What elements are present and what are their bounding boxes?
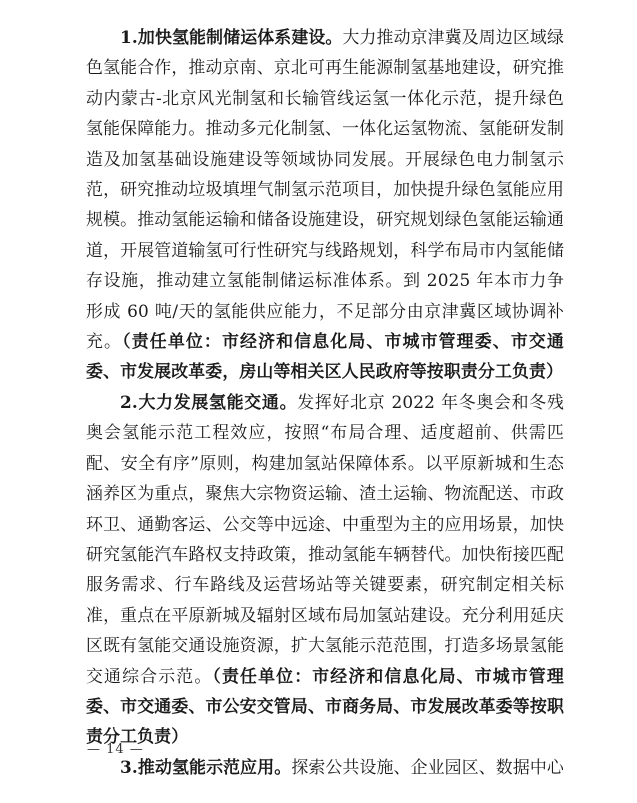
page-number: — 14 — (87, 742, 144, 757)
paragraph-hydrogen-demonstration (86, 752, 564, 782)
paragraph-text: 发挥好北京 2022 年冬奥会和冬残奥会氢能示范工程效应，按照“布局合理、适度超前、供需匹配、安全有序”原则，构建加氢站保障体系。以平原新城和生态涵养区为重点，聚焦大宗物资运输、渣土运输、物流配送、市政环卫、通勤客运、公交等中远途、中重型为主的应用场景，加快研究氢能汽车路权支持政策，推动氢能车辆替代。加快衔接匹配服务需求、行车路线及运营场站等关键要素，研究制定相关标准，重点在平原新城及辐射区域布局加氢站建设。充分利用延庆区既有氢能交通设施资源，扩大氢能示范范围，打造多场景氢能交通综合示范。 (86, 391, 564, 686)
responsibility-note: （责任单位：市经济和信息化局、市城市管理委、市交通委、市公安交管局、市商务局、市发展改革委等按职责分工负责） (86, 665, 564, 747)
responsibility-note: （责任单位：市经济和信息化局、市城市管理委、市交通委、市发展改革委，房山等相关区人民政府等按职责分工负责） (86, 331, 564, 382)
paragraph-hydrogen-supply-chain (86, 22, 564, 387)
paragraph-text: 探索公共设施、企业园区、数据中心 (291, 756, 564, 777)
section-heading: 1.加快氢能制储运体系建设。 (120, 27, 343, 47)
section-heading: 2.大力发展氢能交通。 (120, 391, 298, 412)
paragraph-text: 大力推动京津冀及周边区域绿色氢能合作，推动京南、京北可再生能源制氢基地建设，研究推动内蒙古-北京风光制氢和长输管线运氢一体化示范，提升绿色氢能保障能力。推动多元化制氢、一体化运氢物流、氢能研发制造及加氢基础设施建设等领域协同发展。开展绿色电力制氢示范，研究推动垃圾填埋气制氢示范项目，加快提升绿色氢能应用规模。推动氢能运输和储备设施建设，研究规划绿色氢能运输通道，开展管道输氢可行性研究与线路规划，科学布局市内氢能储存设施，推动建立氢能制储运标准体系。到 2025 年本市力争形成 60 吨/天的氢能供应能力，不足部分由京津冀区域协调补充。 (86, 27, 565, 352)
section-heading: 3.推动氢能示范应用。 (120, 756, 292, 777)
paragraph-hydrogen-transport (86, 387, 564, 752)
document-body (86, 22, 564, 782)
